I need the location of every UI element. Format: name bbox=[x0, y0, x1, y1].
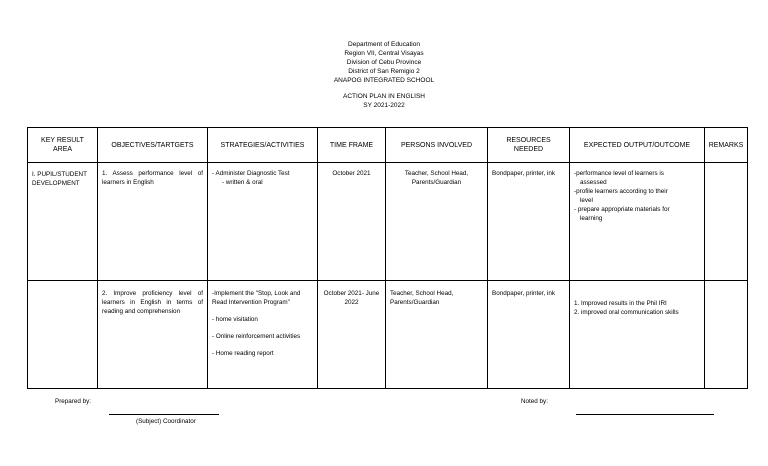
column-header: OBJECTIVES/TARTGETS bbox=[98, 128, 208, 163]
key-result-area-cell: I. PUPIL/STUDENT DEVELOPMENT bbox=[28, 163, 98, 281]
school-year: SY 2021-2022 bbox=[363, 102, 405, 109]
resources-cell: Bondpaper, printer, ink bbox=[488, 281, 570, 389]
expected-output-cell: -performance level of learners is assessed -profile learners according to their level - prepare appropriate materials for learning bbox=[570, 163, 705, 281]
column-header: KEY RESULT AREA bbox=[28, 128, 98, 163]
prepared-by-label: Prepared by: bbox=[55, 398, 92, 405]
action-plan-table bbox=[27, 127, 748, 389]
objective-cell: 1. Assess performance level of learners in English bbox=[98, 163, 208, 281]
persons-involved-cell: Teacher, School Head, Parents/Guardian bbox=[386, 163, 488, 281]
column-header: PERSONS INVOLVED bbox=[386, 128, 488, 163]
school-name: ANAPOG INTEGRATED SCHOOL bbox=[333, 77, 435, 84]
coordinator-role: (Subject) Coordinator bbox=[136, 418, 196, 425]
time-frame-cell: October 2021 bbox=[318, 163, 386, 281]
document-header bbox=[0, 40, 768, 110]
column-header: TIME FRAME bbox=[318, 128, 386, 163]
objective-cell: 2. Improve proficiency level of learners in English in terms of reading and comprehension bbox=[98, 281, 208, 389]
expected-output-cell: 1. Improved results in the Phil IRI 2. improved oral communication skills bbox=[570, 281, 705, 389]
time-frame-cell: October 2021- June 2022 bbox=[318, 281, 386, 389]
noted-signature-line bbox=[576, 414, 714, 415]
header-line: Department of Education bbox=[348, 41, 420, 48]
key-result-area-cell bbox=[28, 281, 98, 389]
remarks-cell bbox=[705, 281, 748, 389]
plan-title: ACTION PLAN IN ENGLISH bbox=[343, 93, 425, 100]
header-line: Region VII, Central Visayas bbox=[344, 50, 424, 57]
noted-by-label: Noted by: bbox=[521, 398, 548, 405]
table-header-row bbox=[28, 128, 748, 163]
header-line: Division of Cebu Province bbox=[346, 59, 422, 66]
strategies-cell: - Administer Diagnostic Test - written & oral bbox=[208, 163, 318, 281]
column-header: EXPECTED OUTPUT/OUTCOME bbox=[570, 128, 705, 163]
prepared-signature-line bbox=[109, 414, 219, 415]
table-row bbox=[28, 281, 748, 389]
remarks-cell bbox=[705, 163, 748, 281]
strategies-cell: -Implement the "Stop, Look and Read Intervention Program" - home visitation - Online reinforcement activities - Home reading report bbox=[208, 281, 318, 389]
header-line: District of San Remigio 2 bbox=[348, 68, 420, 75]
table-row bbox=[28, 163, 748, 281]
column-header: STRATEGIES/ACTIVITIES bbox=[208, 128, 318, 163]
persons-involved-cell: Teacher, School Head, Parents/Guardian bbox=[386, 281, 488, 389]
resources-cell: Bondpaper, printer, ink bbox=[488, 163, 570, 281]
column-header: REMARKS bbox=[705, 128, 748, 163]
column-header: RESOURCES NEEDED bbox=[488, 128, 570, 163]
